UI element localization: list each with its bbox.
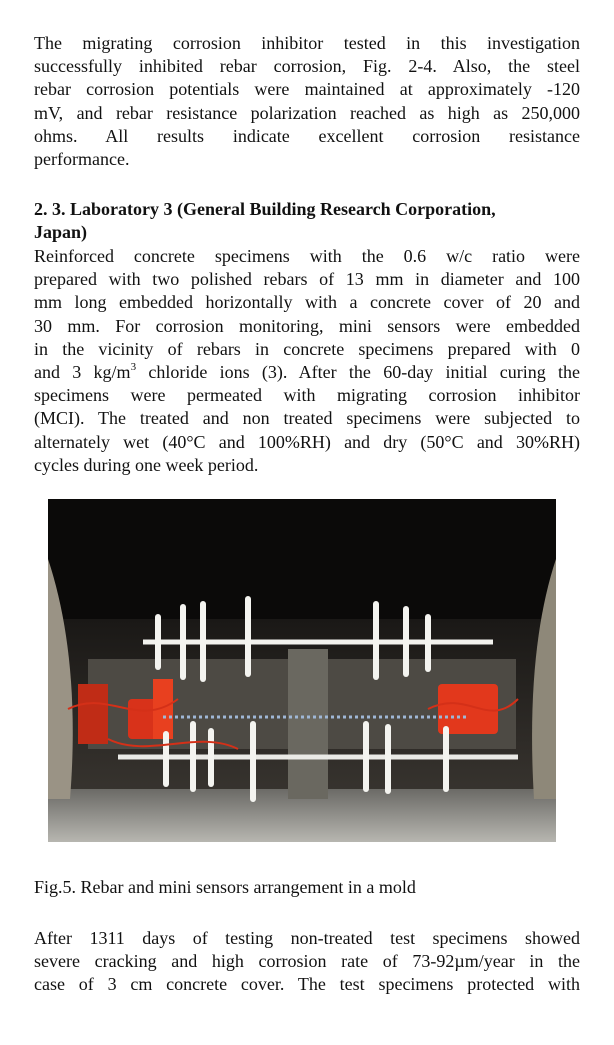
text-line: (MCI). The treated and non treated specimens were subjected to <box>34 408 580 429</box>
text-segment: chloride ions (3). After the 60-day initial curing the <box>136 362 580 383</box>
text-line: prepared with two polished rebars of 13 mm in diameter and 100 <box>34 269 580 290</box>
text-line: in the vicinity of rebars in concrete specimens prepared with 0 <box>34 338 580 359</box>
text-segment: and 3 kg/m <box>34 362 131 383</box>
text-line: 30 mm. For corrosion monitoring, mini sensors were embedded <box>34 315 580 336</box>
text-line-with-superscript <box>34 361 580 384</box>
heading-line: Japan) <box>34 222 88 243</box>
photo-illustration <box>48 499 556 842</box>
paragraph-findings <box>34 927 580 997</box>
superscript: 3 <box>130 361 137 374</box>
text-line: The migrating corrosion inhibitor tested in this investigation <box>34 33 580 53</box>
heading-line: 2. 3. Laboratory 3 (General Building Research Corporation, <box>34 199 496 219</box>
text-line: alternately wet (40°C and 100%RH) and dry (50°C and 30%RH) <box>34 431 580 452</box>
text-line: Reinforced concrete specimens with the 0.6 w/c ratio were <box>34 246 580 266</box>
paragraph-results <box>34 32 580 171</box>
text-line: mV, and rebar resistance polarization reached as high as 250,000 <box>34 102 580 123</box>
text-line: ohms. All results indicate excellent corrosion resistance <box>34 125 580 146</box>
text-line: cycles during one week period. <box>34 454 259 475</box>
text-line: severe cracking and high corrosion rate of 73-92µm/year in the <box>34 951 580 972</box>
section-heading <box>34 198 580 244</box>
text-line: case of 3 cm concrete cover. The test specimens protected with <box>34 974 580 995</box>
figure-photo-rebar-mold <box>48 499 556 842</box>
text-line: successfully inhibited rebar corrosion, Fig. 2-4. Also, the steel <box>34 56 580 77</box>
text-line: specimens were permeated with migrating corrosion inhibitor <box>34 385 580 406</box>
paragraph-method <box>34 245 580 477</box>
text-line: mm long embedded horizontally with a concrete cover of 20 and <box>34 292 580 313</box>
text-line: After 1311 days of testing non-treated test specimens showed <box>34 928 580 948</box>
text-line: rebar corrosion potentials were maintained at approximately -120 <box>34 79 580 100</box>
text-line: performance. <box>34 149 130 170</box>
figure-caption: Fig.5. Rebar and mini sensors arrangement in a mold <box>34 877 416 897</box>
